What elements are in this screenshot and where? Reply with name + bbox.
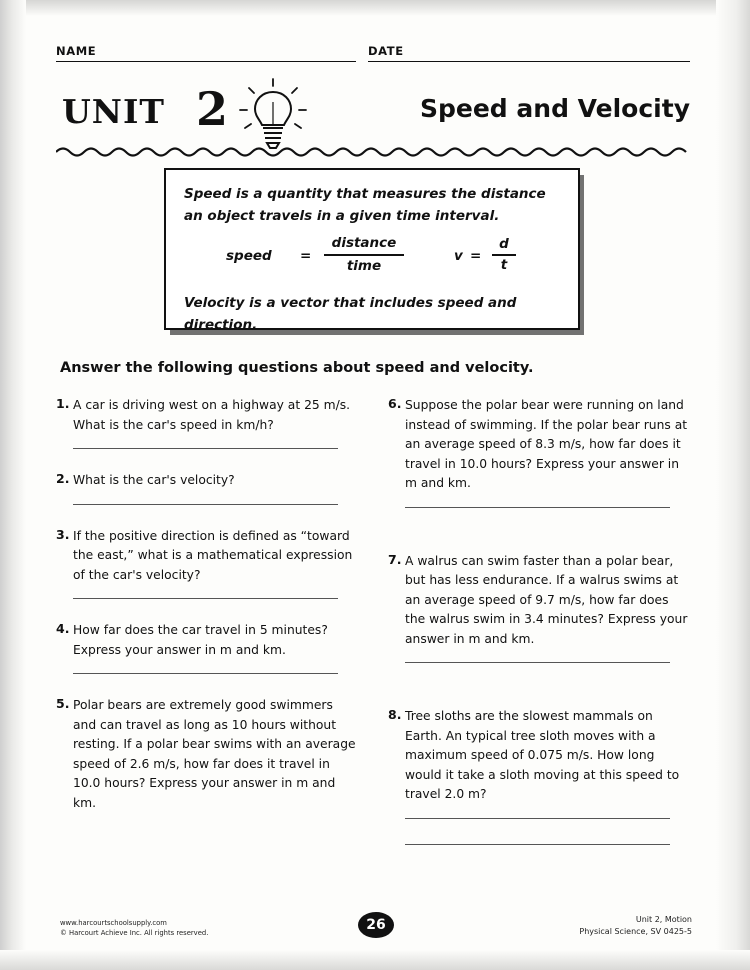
name-date-header <box>56 44 690 66</box>
formula-equals-sign: = <box>300 248 312 264</box>
question-number: 4. <box>56 621 70 636</box>
unit-word: UNIT <box>62 92 165 131</box>
answer-line[interactable] <box>405 843 670 845</box>
answer-line[interactable] <box>405 661 670 663</box>
question-number: 7. <box>388 551 402 567</box>
lightbulb-icon <box>238 78 308 154</box>
spacer <box>56 449 356 471</box>
footer-right <box>579 914 692 938</box>
question-item <box>388 552 688 664</box>
unit-info: Unit 2, Motion <box>635 915 692 924</box>
question-text: A walrus can swim faster than a polar bear, but has less endurance. If a walrus swims at an average speed of 9.7 m/s, how far does the walrus swim in 3.4 minutes? Express your answer in m and km. <box>405 553 688 646</box>
instruction-text: Answer the following questions about speed and velocity. <box>60 360 534 376</box>
questions-column-right <box>388 396 688 845</box>
fraction-bar-2 <box>492 254 516 256</box>
spacer <box>56 505 356 527</box>
speed-formula <box>226 234 566 282</box>
formula-denominator-t: t <box>500 256 508 273</box>
answer-line[interactable] <box>73 503 338 505</box>
question-number: 1. <box>56 396 70 411</box>
answer-line[interactable] <box>405 817 670 819</box>
question-item <box>56 396 356 449</box>
answer-line[interactable] <box>73 672 338 674</box>
wavy-divider <box>56 144 690 160</box>
formula-fraction-distance-time <box>324 234 404 276</box>
question-item <box>56 471 356 505</box>
question-text: Polar bears are extremely good swimmers and can travel as long as 10 hours without resting. If a polar bear swims with an average speed of 2.6 m/s, how far does it travel in 10.0 hours? Express your answer in m and km. <box>73 698 356 810</box>
question-number: 8. <box>388 707 402 722</box>
question-number: 5. <box>56 696 70 711</box>
question-text: What is the car's velocity? <box>73 473 235 487</box>
copyright-text: © Harcourt Achieve Inc. All rights reserved. <box>60 929 209 937</box>
spacer <box>56 599 356 621</box>
footer-left <box>60 918 208 938</box>
page-title: Speed and Velocity <box>420 94 690 123</box>
date-field-label[interactable]: DATE <box>368 44 690 62</box>
name-field-label[interactable]: NAME <box>56 44 356 62</box>
question-number: 2. <box>56 471 70 486</box>
spacer <box>388 508 688 530</box>
unit-number: 2 <box>196 82 229 136</box>
question-text: How far does the car travel in 5 minutes? Express your answer in m and km. <box>73 623 328 657</box>
answer-line[interactable] <box>405 506 670 508</box>
definition-box <box>164 168 580 333</box>
formula-numerator-distance: distance <box>331 235 397 251</box>
publisher-website[interactable]: www.harcourtschoolsupply.com <box>60 919 167 927</box>
question-text: Suppose the polar bear were running on land instead of swimming. If the polar bear runs at an average speed of 8.3 m/s, how far does it travel in 10.0 hours? Express your answer in m and km. <box>405 398 688 490</box>
spacer <box>56 674 356 696</box>
speed-definition-text: Speed is a quantity that measures the distance an object travels in a given time interval. <box>184 186 546 224</box>
question-item <box>56 621 356 674</box>
spacer <box>388 685 688 707</box>
question-item <box>56 696 356 813</box>
answer-line[interactable] <box>73 597 338 599</box>
formula-v-symbol: v <box>454 248 463 264</box>
question-text: A car is driving west on a highway at 25 m/s. What is the car's speed in km/h? <box>73 398 351 432</box>
answer-line[interactable] <box>73 447 338 449</box>
question-text: Tree sloths are the slowest mammals on Earth. An typical tree sloth moves with a maximum speed of 0.075 m/s. How long would it take a sloth moving at this speed to travel 2.0 m? <box>405 709 680 801</box>
question-text: If the positive direction is defined as “toward the east,” what is a mathematical expression of the car's velocity? <box>73 528 353 582</box>
spacer <box>388 530 688 552</box>
question-item <box>56 527 356 600</box>
formula-numerator-d: d <box>499 236 509 252</box>
question-number: 3. <box>56 526 70 542</box>
unit-banner <box>56 80 690 152</box>
formula-fraction-d-t <box>492 236 516 274</box>
formula-equals-sign-2: = <box>470 248 482 264</box>
page-number-badge: 26 <box>358 912 394 938</box>
question-number: 6. <box>388 396 402 411</box>
formula-speed-word: speed <box>226 248 272 264</box>
questions-column-left <box>56 396 356 813</box>
velocity-definition-text: Velocity is a vector that includes speed and direction. <box>184 295 517 333</box>
question-item <box>388 396 688 508</box>
formula-denominator-time: time <box>346 257 382 274</box>
course-info: Physical Science, SV 0425-5 <box>579 927 692 936</box>
spacer <box>388 663 688 685</box>
question-item <box>388 707 688 845</box>
fraction-bar <box>324 254 404 256</box>
